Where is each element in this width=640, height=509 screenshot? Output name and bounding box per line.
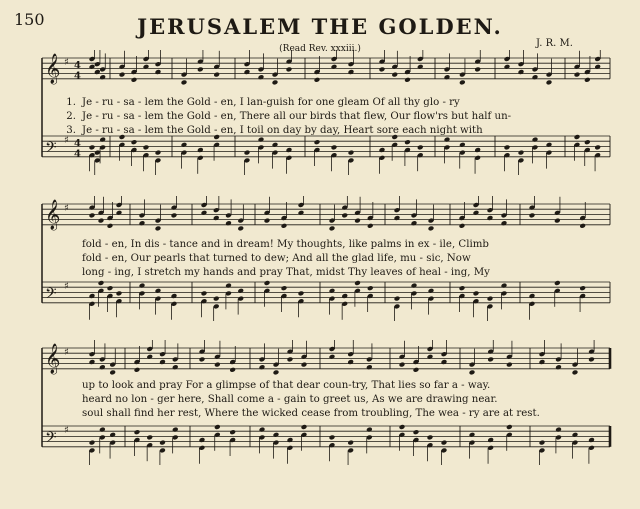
note-head: [539, 440, 546, 446]
note-head: [89, 64, 96, 70]
note-head: [347, 440, 354, 446]
note-head: [116, 290, 123, 296]
verse-line: soul shall find her rest, Where the wicked cease from troubling, The wea - ry are at rest.: [82, 408, 540, 419]
note-head: [272, 142, 279, 148]
note-head: [258, 74, 265, 80]
note-head: [441, 359, 448, 365]
sharp-icon: ♯: [64, 56, 69, 68]
sharp-icon: ♯: [64, 134, 69, 146]
note-head: [404, 139, 411, 145]
note-head: [171, 212, 178, 218]
note-head: [341, 212, 348, 218]
note-head: [197, 66, 204, 72]
note-head: [366, 364, 373, 370]
note-head: [273, 432, 280, 438]
note-head: [354, 280, 361, 286]
lyrics-system-1: [60, 96, 615, 138]
note-head: [213, 215, 220, 221]
note-head: [329, 354, 336, 360]
note-head: [99, 427, 106, 433]
note-head: [143, 64, 150, 70]
note-head: [201, 290, 208, 296]
note-head: [287, 437, 294, 443]
note-head: [428, 225, 435, 231]
note-head: [532, 74, 539, 80]
note-head: [379, 66, 386, 72]
note-head: [146, 434, 153, 440]
verse-line: 1. Je - ru - sa - lem the Gold - en, I lan-guish for one gleam Of all thy glo - ry: [66, 97, 460, 108]
note-head: [155, 150, 162, 156]
bass-clef-icon: 𝄢: [45, 284, 57, 306]
note-head: [94, 69, 101, 75]
note-head: [89, 293, 96, 299]
note-head: [281, 285, 288, 291]
note-head: [539, 359, 546, 365]
bass-clef-icon: 𝄢: [45, 138, 57, 160]
note-head: [131, 77, 138, 83]
note-head: [225, 220, 232, 226]
note-head: [518, 150, 525, 156]
note-head: [579, 223, 586, 229]
note-head: [99, 74, 106, 80]
note-head: [214, 424, 221, 430]
note-head: [506, 362, 513, 368]
note-head: [546, 142, 553, 148]
note-head: [487, 296, 494, 302]
note-head: [146, 354, 153, 360]
treble-clef-icon: 𝄞: [45, 199, 61, 230]
note-head: [459, 79, 466, 85]
note-head: [594, 144, 601, 150]
verse-line: fold - en, Our pearls that turned to dew; And all the glad life, mu - sic, Now: [82, 253, 471, 264]
note-head: [469, 432, 476, 438]
note-head: [411, 283, 418, 289]
time-signature: 4: [74, 138, 81, 150]
note-head: [237, 225, 244, 231]
note-head: [134, 429, 141, 435]
note-head: [594, 64, 601, 70]
note-head: [394, 215, 401, 221]
note-head: [379, 147, 386, 153]
note-head: [348, 69, 355, 75]
sharp-icon: ♯: [64, 424, 69, 436]
note-head: [155, 69, 162, 75]
note-head: [341, 293, 348, 299]
note-head: [501, 283, 508, 289]
note-head: [427, 434, 434, 440]
note-head: [504, 64, 511, 70]
note-head: [487, 437, 494, 443]
note-head: [109, 369, 116, 375]
note-head: [159, 440, 166, 446]
composer-initials: J. R. M.: [536, 38, 573, 49]
note-head: [171, 293, 178, 299]
note-head: [99, 364, 106, 370]
note-head: [459, 223, 466, 229]
note-head: [584, 139, 591, 145]
verse-line: fold - en, In dis - tance and in dream! My thoughts, like palms in ex - ile, Climb: [82, 239, 489, 250]
note-head: [329, 434, 336, 440]
note-head: [181, 142, 188, 148]
lyrics-system-2: [60, 238, 615, 280]
note-head: [413, 367, 420, 373]
note-head: [474, 66, 481, 72]
note-head: [213, 72, 220, 78]
note-head: [329, 225, 336, 231]
note-head: [579, 285, 586, 291]
note-head: [474, 147, 481, 153]
note-head: [201, 210, 208, 216]
note-head: [444, 74, 451, 80]
note-head: [286, 66, 293, 72]
note-head: [119, 72, 126, 78]
note-head: [487, 356, 494, 362]
note-head: [518, 69, 525, 75]
note-head: [89, 212, 96, 218]
note-head: [354, 218, 361, 224]
note-head: [237, 288, 244, 294]
note-head: [501, 220, 508, 226]
time-signature: 4: [74, 60, 81, 72]
note-head: [281, 223, 288, 229]
scripture-reference: (Read Rev. xxxiii.): [279, 44, 361, 54]
note-head: [229, 367, 236, 373]
note-head: [225, 283, 232, 289]
note-head: [529, 212, 536, 218]
note-head: [459, 142, 466, 148]
note-head: [473, 290, 480, 296]
note-head: [394, 296, 401, 302]
note-head: [555, 427, 562, 433]
note-head: [441, 440, 448, 446]
page-number: 150: [14, 10, 45, 29]
note-head: [504, 144, 511, 150]
note-head: [314, 77, 321, 83]
note-head: [314, 139, 321, 145]
note-head: [298, 290, 305, 296]
note-head: [272, 79, 279, 85]
note-head: [428, 288, 435, 294]
note-head: [214, 362, 221, 368]
note-head: [588, 356, 595, 362]
note-head: [143, 144, 150, 150]
note-head: [572, 432, 579, 438]
note-head: [546, 79, 553, 85]
verse-line: 2. Je - ru - sa - lem the Gold - en, There all our birds that flew, Our flow'rs but half un-: [66, 111, 512, 122]
treble-clef-icon: 𝄞: [45, 53, 61, 84]
note-head: [574, 72, 581, 78]
note-head: [116, 210, 123, 216]
note-head: [181, 79, 188, 85]
note-head: [331, 144, 338, 150]
note-head: [273, 369, 280, 375]
note-head: [554, 280, 561, 286]
note-head: [172, 427, 179, 433]
note-head: [244, 150, 251, 156]
note-head: [134, 367, 141, 373]
verse-line: 3. Je - ru - sa - lem the Gold - en, I toil on day by day, Heart sore each night with: [66, 125, 483, 136]
note-head: [366, 427, 373, 433]
verse-line: up to look and pray For a glimpse of that dear coun-try, That lies so far a - way.: [82, 380, 491, 391]
note-head: [98, 280, 105, 286]
note-head: [329, 288, 336, 294]
note-head: [331, 64, 338, 70]
note-head: [89, 440, 96, 446]
note-head: [554, 218, 561, 224]
treble-clef-icon: 𝄞: [45, 343, 61, 374]
note-head: [301, 424, 308, 430]
note-head: [107, 223, 114, 229]
note-head: [427, 354, 434, 360]
note-head: [139, 220, 146, 226]
sharp-icon: ♯: [64, 202, 69, 214]
note-head: [588, 437, 595, 443]
note-head: [139, 283, 146, 289]
note-head: [264, 218, 271, 224]
time-signature: 4: [74, 148, 81, 160]
note-head: [213, 296, 220, 302]
note-head: [301, 362, 308, 368]
note-head: [286, 147, 293, 153]
note-head: [347, 359, 354, 365]
time-signature: 4: [74, 70, 81, 82]
note-head: [131, 139, 138, 145]
note-head: [259, 427, 266, 433]
note-head: [287, 356, 294, 362]
note-head: [572, 369, 579, 375]
note-head: [367, 285, 374, 291]
note-head: [155, 225, 162, 231]
note-head: [417, 64, 424, 70]
sharp-icon: ♯: [64, 280, 69, 292]
lyrics-system-3: [60, 379, 615, 421]
note-head: [199, 437, 206, 443]
note-head: [391, 72, 398, 78]
sharp-icon: ♯: [64, 346, 69, 358]
note-head: [259, 364, 266, 370]
note-head: [404, 77, 411, 83]
note-head: [399, 362, 406, 368]
note-head: [199, 356, 206, 362]
note-head: [98, 218, 105, 224]
note-head: [264, 280, 271, 286]
note-head: [172, 364, 179, 370]
note-head: [506, 424, 513, 430]
note-head: [584, 77, 591, 83]
note-head: [348, 150, 355, 156]
note-head: [159, 359, 166, 365]
note-head: [367, 223, 374, 229]
bass-clef-icon: 𝄢: [45, 428, 57, 450]
note-head: [89, 144, 96, 150]
note-head: [413, 429, 420, 435]
note-head: [197, 147, 204, 153]
note-head: [529, 293, 536, 299]
note-head: [155, 288, 162, 294]
note-head: [89, 359, 96, 365]
note-head: [244, 69, 251, 75]
note-head: [555, 364, 562, 370]
verse-line: heard no lon - ger here, Shall come a - gain to greet us, As we are drawing near.: [82, 394, 498, 405]
note-head: [473, 210, 480, 216]
note-head: [417, 144, 424, 150]
note-head: [459, 285, 466, 291]
note-head: [411, 220, 418, 226]
note-head: [298, 210, 305, 216]
note-head: [229, 429, 236, 435]
note-head: [487, 215, 494, 221]
hymn-title: JERUSALEM THE GOLDEN.: [137, 14, 503, 39]
note-head: [469, 369, 476, 375]
note-head: [109, 432, 116, 438]
note-head: [399, 424, 406, 430]
note-head: [107, 285, 114, 291]
verse-line: long - ing, I stretch my hands and pray That, midst Thy leaves of heal - ing, My: [82, 267, 490, 278]
